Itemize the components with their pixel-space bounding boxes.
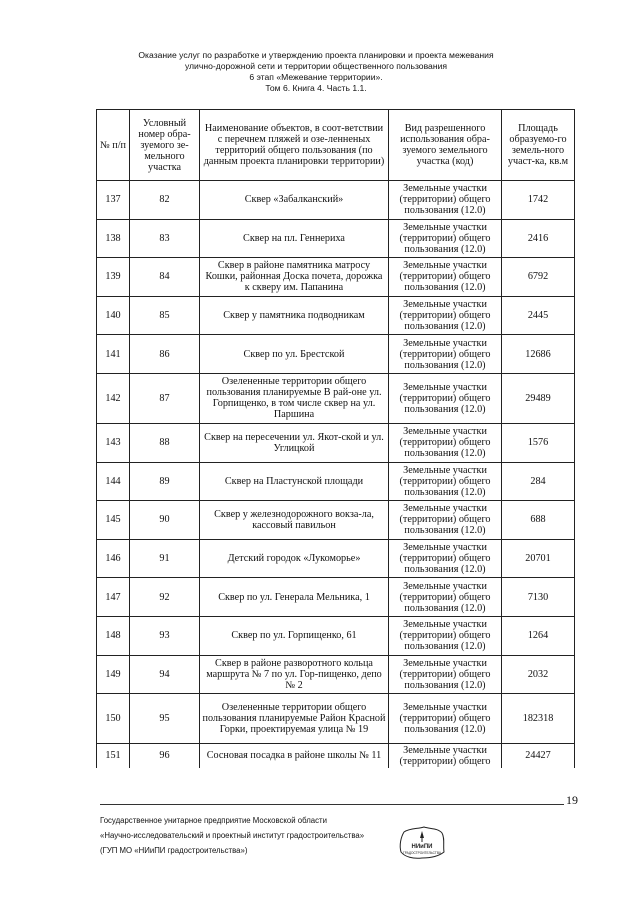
svg-text:НИиПИ: НИиПИ [411, 844, 433, 850]
institute-logo-icon [398, 826, 446, 860]
table-row [97, 296, 575, 335]
row-name: Сквер по ул. Генерала Мельника, 1 [200, 578, 389, 617]
row-num: 142 [97, 373, 130, 423]
row-area: 2416 [502, 219, 575, 258]
row-num: 145 [97, 501, 130, 540]
header-num: № п/п [97, 110, 130, 181]
header-permitted-use: Вид разрешенного использования обра-зуемого земельного участка (код) [389, 110, 502, 181]
row-code: 82 [130, 181, 200, 220]
header-line-3: 6 этап «Межевание территории». [249, 72, 383, 82]
row-code: 95 [130, 694, 200, 744]
row-code: 85 [130, 296, 200, 335]
row-use: Земельные участки (территории) общего пользования (12.0) [389, 655, 502, 694]
row-name: Сквер «Забалканский» [200, 181, 389, 220]
row-area: 7130 [502, 578, 575, 617]
row-use: Земельные участки (территории) общего пользования (12.0) [389, 539, 502, 578]
row-use: Земельные участки (территории) общего пользования (12.0) [389, 578, 502, 617]
row-name: Сквер на пересечении ул. Якот-ской и ул. Углицкой [200, 423, 389, 462]
row-num: 139 [97, 258, 130, 297]
row-num: 144 [97, 462, 130, 501]
row-use: Земельные участки (территории) общего пользования (12.0) [389, 501, 502, 540]
row-name: Сквер в районе разворотного кольца маршрута № 7 по ул. Гор-пищенко, депо № 2 [200, 655, 389, 694]
row-area: 284 [502, 462, 575, 501]
row-use: Земельные участки (территории) общего пользования (12.0) [389, 616, 502, 655]
footer-line-2: «Научно-исследовательский и проектный институт градостроительства» [100, 831, 365, 840]
header-line-1: Оказание услуг по разработке и утверждению проекта планировки и проекта межевания [138, 50, 494, 60]
row-name: Сквер на пл. Геннериха [200, 219, 389, 258]
table-row [97, 539, 575, 578]
row-use: Земельные участки (территории) общего пользования (12.0) [389, 694, 502, 744]
row-num: 141 [97, 335, 130, 374]
row-num: 140 [97, 296, 130, 335]
row-name: Сквер по ул. Горпищенко, 61 [200, 616, 389, 655]
row-num: 138 [97, 219, 130, 258]
svg-text:ГРАДОСТРОИТЕЛЬСТВА: ГРАДОСТРОИТЕЛЬСТВА [403, 851, 441, 855]
row-code: 91 [130, 539, 200, 578]
footer-line-1: Государственное унитарное предприятие Московской области [100, 816, 327, 825]
header-area: Площадь образуемо-го земель-ного участ-ка, кв.м [502, 110, 575, 181]
row-num: 146 [97, 539, 130, 578]
row-name: Сквер в районе памятника матросу Кошки, районная Доска почета, дорожка к скверу им. Папанина [200, 258, 389, 297]
row-use: Земельные участки (территории) общего пользования (12.0) [389, 181, 502, 220]
row-name: Сквер на Пластунской площади [200, 462, 389, 501]
row-code: 96 [130, 744, 200, 768]
table-row [97, 258, 575, 297]
row-name: Сосновая посадка в районе школы № 11 [200, 744, 389, 768]
row-area: 2032 [502, 655, 575, 694]
header-line-2: улично-дорожной сети и территории общественного пользования [184, 61, 448, 71]
table-row [97, 219, 575, 258]
row-area: 1576 [502, 423, 575, 462]
page-number: 19 [566, 793, 578, 807]
table-row [97, 616, 575, 655]
row-use: Земельные участки (территории) общего пользования (12.0) [389, 373, 502, 423]
land-plots-table [96, 109, 575, 768]
header-plot-code: Условный номер обра-зуемого зе-мельного участка [130, 110, 200, 181]
table-header-row [97, 110, 575, 181]
row-code: 94 [130, 655, 200, 694]
row-area: 182318 [502, 694, 575, 744]
footer-divider [100, 804, 564, 805]
row-code: 83 [130, 219, 200, 258]
row-num: 137 [97, 181, 130, 220]
row-area: 688 [502, 501, 575, 540]
footer-line-3: (ГУП МО «НИиПИ градостроительства») [100, 846, 248, 855]
document-header [40, 50, 592, 94]
row-use: Земельные участки (территории) общего пользования (12.0) [389, 335, 502, 374]
table-row [97, 181, 575, 220]
footer-organization [100, 813, 430, 858]
row-name: Сквер у памятника подводникам [200, 296, 389, 335]
table-row [97, 373, 575, 423]
table-row [97, 335, 575, 374]
row-area: 1264 [502, 616, 575, 655]
row-name: Сквер по ул. Брестской [200, 335, 389, 374]
row-num: 148 [97, 616, 130, 655]
row-name: Детский городок «Лукоморье» [200, 539, 389, 578]
table-row [97, 501, 575, 540]
header-line-4: Том 6. Книга 4. Часть 1.1. [265, 83, 367, 93]
row-name: Озелененные территории общего пользования планируемые Район Красной Горки, проектируемая улица № 19 [200, 694, 389, 744]
row-code: 84 [130, 258, 200, 297]
row-num: 151 [97, 744, 130, 768]
row-num: 150 [97, 694, 130, 744]
row-use: Земельные участки (территории) общего пользования (12.0) [389, 423, 502, 462]
row-use: Земельные участки (территории) общего пользования (12.0) [389, 296, 502, 335]
row-area: 6792 [502, 258, 575, 297]
row-code: 92 [130, 578, 200, 617]
row-area: 24427 [502, 744, 575, 768]
table-row [97, 655, 575, 694]
row-code: 88 [130, 423, 200, 462]
row-area: 29489 [502, 373, 575, 423]
row-use: Земельные участки (территории) общего пользования (12.0) [389, 219, 502, 258]
row-area: 2445 [502, 296, 575, 335]
table-row [97, 462, 575, 501]
header-object-name: Наименование объектов, в соот-ветствии с перечнем пляжей и озе-ленненых территорий общего пользования (по данным проекта планировки территории) [200, 110, 389, 181]
row-area: 12686 [502, 335, 575, 374]
row-num: 147 [97, 578, 130, 617]
row-area: 20701 [502, 539, 575, 578]
row-code: 86 [130, 335, 200, 374]
row-area: 1742 [502, 181, 575, 220]
row-name: Сквер у железнодорожного вокза-ла, кассовый павильон [200, 501, 389, 540]
table-row [97, 744, 575, 768]
row-name: Озелененные территории общего пользования планируемые В рай-оне ул. Горпищенко, в том числе сквер на ул. Паршина [200, 373, 389, 423]
row-use: Земельные участки (территории) общего [389, 744, 502, 768]
row-code: 93 [130, 616, 200, 655]
row-code: 87 [130, 373, 200, 423]
row-use: Земельные участки (территории) общего пользования (12.0) [389, 462, 502, 501]
table-row [97, 578, 575, 617]
table-row [97, 423, 575, 462]
row-code: 90 [130, 501, 200, 540]
row-num: 149 [97, 655, 130, 694]
row-num: 143 [97, 423, 130, 462]
row-use: Земельные участки (территории) общего пользования (12.0) [389, 258, 502, 297]
row-code: 89 [130, 462, 200, 501]
table-row [97, 694, 575, 744]
